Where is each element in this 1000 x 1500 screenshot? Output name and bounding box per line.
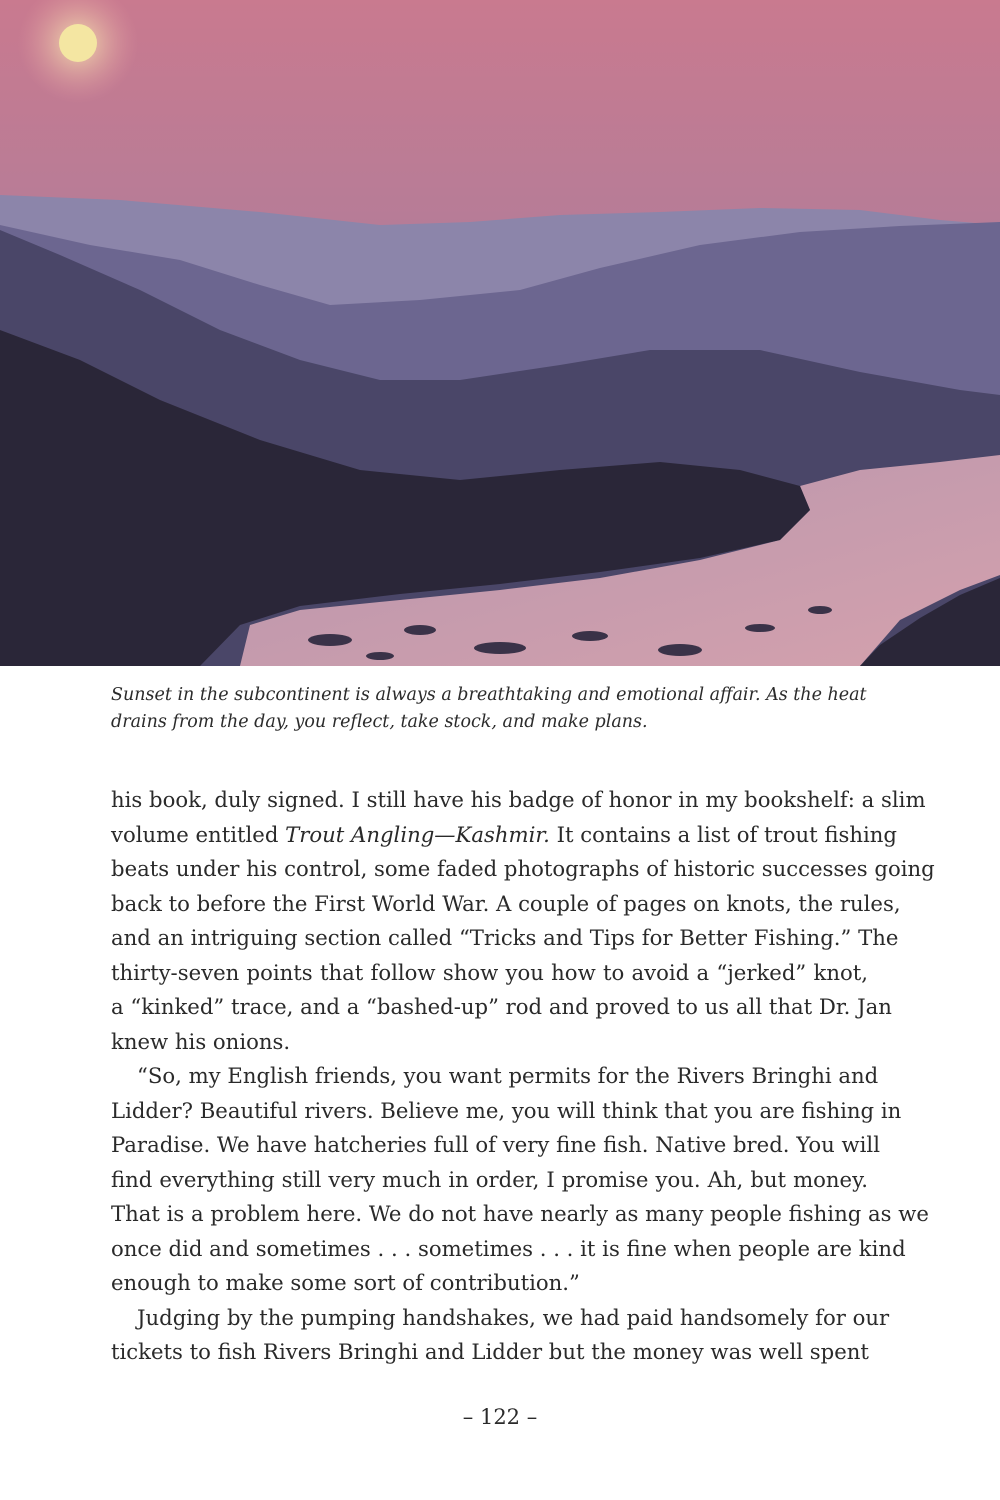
paragraph bbox=[111, 1301, 890, 1370]
text-line: a “kinked” trace, and a “bashed-up” rod and proved to us all that Dr. Jan bbox=[111, 994, 892, 1019]
text-line: “So, my English friends, you want permits for the Rivers Bringhi and bbox=[137, 1063, 879, 1088]
text-line: knew his onions. bbox=[111, 1028, 291, 1054]
photo-caption bbox=[111, 682, 891, 736]
text-line: tickets to fish Rivers Bringhi and Lidder but the money was well spent bbox=[111, 1339, 869, 1364]
text-line: and an intriguing section called “Tricks and Tips for Better Fishing.” The bbox=[111, 925, 899, 950]
paragraph bbox=[111, 783, 935, 1059]
text-line: once did and sometimes . . . sometimes . . . it is fine when people are kind bbox=[111, 1235, 906, 1261]
text-line: his book, duly signed. I still have his badge of honor in my bookshelf: a slim bbox=[111, 787, 926, 812]
text-line: beats under his control, some faded photographs of historic successes going bbox=[111, 856, 935, 881]
text-line: That is a problem here. We do not have nearly as many people fishing as we bbox=[111, 1201, 929, 1226]
text-line: back to before the First World War. A couple of pages on knots, the rules, bbox=[111, 890, 901, 916]
book-title: Trout Angling—Kashmir. bbox=[285, 821, 550, 847]
text-line: Judging by the pumping handshakes, we had paid handsomely for our bbox=[137, 1304, 890, 1330]
text-line: enough to make some sort of contribution.” bbox=[111, 1270, 580, 1295]
page-number: – 122 – bbox=[462, 1405, 538, 1429]
body-text bbox=[111, 783, 935, 1370]
text-run: volume entitled bbox=[111, 821, 286, 847]
caption-line: Sunset in the subcontinent is always a breathtaking and emotional affair. As the heat bbox=[111, 685, 867, 705]
text-line: thirty-seven points that follow show you how to avoid a “jerked” knot, bbox=[111, 959, 868, 985]
text-line: Lidder? Beautiful rivers. Believe me, you will think that you are fishing in bbox=[111, 1097, 902, 1123]
paragraph bbox=[111, 1059, 929, 1301]
text-line bbox=[111, 818, 897, 853]
sunset-river-valley-photo bbox=[0, 0, 1000, 666]
caption-line: drains from the day, you reflect, take stock, and make plans. bbox=[111, 712, 648, 732]
text-line: Paradise. We have hatcheries full of very fine fish. Native bred. You will bbox=[111, 1132, 880, 1157]
text-run: It contains a list of trout fishing bbox=[549, 821, 897, 847]
sun bbox=[59, 24, 97, 62]
text-line: find everything still very much in order, I promise you. Ah, but money. bbox=[111, 1166, 868, 1192]
